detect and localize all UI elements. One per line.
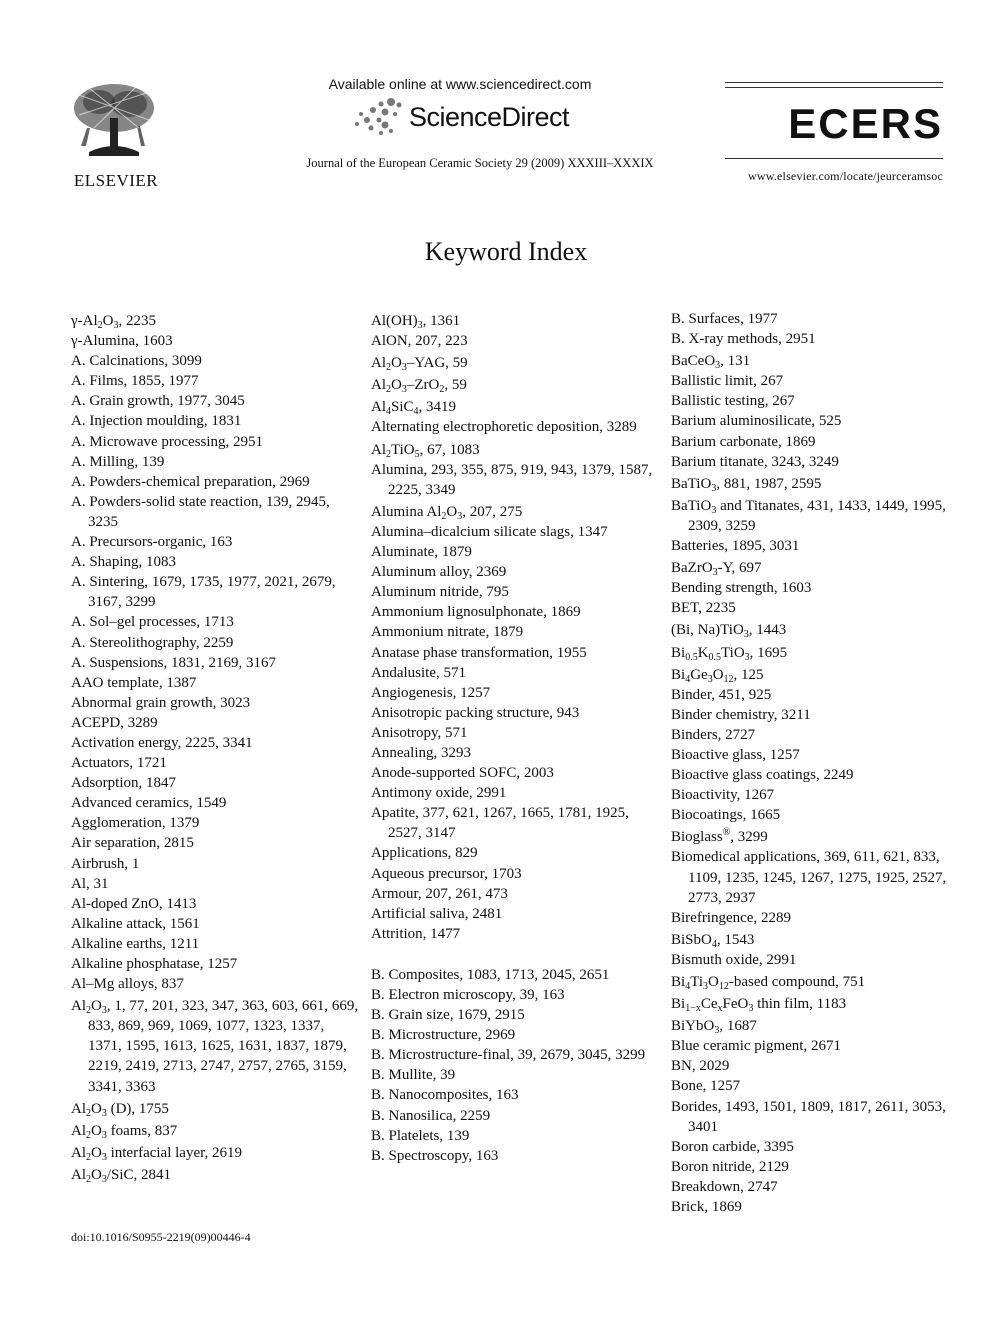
- index-entry: Apatite, 377, 621, 1267, 1665, 1781, 1925, 2527, 3147: [371, 805, 629, 842]
- index-entry: Alumina $Al_2O_3$, 207, 275: [371, 503, 523, 522]
- index-entry: $Al_2O_3$ foams, 837: [71, 1122, 178, 1141]
- index-entry: Al, 31: [71, 875, 109, 892]
- index-entry: A. Milling, 139: [71, 453, 165, 470]
- index-entry: Alternating electrophoretic deposition, 3289: [371, 419, 637, 436]
- index-entry: Advanced ceramics, 1549: [71, 795, 227, 812]
- society-header: [725, 82, 943, 202]
- index-entry: Barium titanate, 3243, 3249: [671, 453, 839, 470]
- index-entry: BaTiO$_3$ and Titanates, 431, 1433, 1449, 1995, 2309, 3259: [671, 497, 946, 534]
- section-gap: [371, 944, 661, 965]
- index-entry: B. Composites, 1083, 1713, 2045, 2651: [371, 966, 610, 983]
- index-entry: Bioactive glass coatings, 2249: [671, 767, 854, 784]
- index-entry: Alkaline earths, 1211: [71, 935, 200, 952]
- index-entry: Angiogenesis, 1257: [371, 684, 491, 701]
- doi-text[interactable]: doi:10.1016/S0955-2219(09)00446-4: [71, 1230, 251, 1244]
- index-entry: BaZrO$_3$-Y, 697: [671, 560, 762, 579]
- index-entry: Bioglass®, 3299: [671, 827, 768, 846]
- index-entry: Aluminum nitride, 795: [371, 584, 509, 601]
- index-entry: Brick, 1869: [671, 1199, 742, 1216]
- journal-citation: Journal of the European Ceramic Society 29 (2009) XXXIII–XXXIX: [306, 156, 654, 170]
- sciencedirect-wordmark: ScienceDirect: [408, 101, 570, 132]
- index-entry: Boron carbide, 3395: [671, 1138, 794, 1155]
- index-entry: Binders, 2727: [671, 726, 756, 743]
- header-rule-top: [725, 82, 943, 83]
- index-column-1: [71, 309, 361, 1185]
- index-entry: A. Injection moulding, 1831: [71, 413, 242, 430]
- index-entry: ACEPD, 3289: [71, 714, 158, 731]
- page-title: Keyword Index: [424, 237, 588, 266]
- index-entry: BiSbO$_4$, 1543: [671, 931, 755, 950]
- index-entry: A. Shaping, 1083: [71, 554, 176, 571]
- index-entry: BaTiO$_3$, 881, 1987, 2595: [671, 475, 822, 494]
- index-entry: A. Films, 1855, 1977: [71, 373, 199, 390]
- index-entry: B. Microstructure, 2969: [371, 1027, 516, 1044]
- index-entry: Anisotropic packing structure, 943: [371, 704, 580, 721]
- index-column-3: [671, 309, 961, 1217]
- index-entry: BN, 2029: [671, 1058, 730, 1075]
- index-entry: Attrition, 1477: [371, 925, 461, 942]
- elsevier-logo: [64, 80, 168, 188]
- publisher-name: ELSEVIER: [73, 171, 159, 190]
- index-entry: Borides, 1493, 1501, 1809, 1817, 2611, 3053, 3401: [671, 1098, 946, 1135]
- index-entry: γ-Alumina, 1603: [71, 333, 173, 350]
- elsevier-tree-icon: [69, 80, 159, 160]
- index-entry: A. Calcinations, 3099: [71, 353, 202, 370]
- index-entry: $Bi_{1-x}Ce_xFeO_3$ thin film, 1183: [671, 996, 847, 1015]
- index-entry: BET, 2235: [671, 600, 736, 617]
- index-entry: A. Powders-solid state reaction, 139, 2945, 3235: [71, 493, 330, 530]
- index-entry: Applications, 829: [371, 845, 478, 862]
- index-entry: $Al_2O_3$ interfacial layer, 2619: [71, 1144, 243, 1163]
- index-entry: $Al_4SiC_4$, 3419: [371, 399, 457, 418]
- index-entry: Bioactivity, 1267: [671, 787, 775, 804]
- index-entry: Batteries, 1895, 3031: [671, 538, 800, 555]
- index-entry: B. Nanocomposites, 163: [371, 1087, 519, 1104]
- index-entry: AAO template, 1387: [71, 674, 197, 691]
- index-entry: $Bi_4Ti_3O_{12}$-based compound, 751: [671, 974, 866, 992]
- header-rule-second: [725, 87, 943, 88]
- index-entry: Blue ceramic pigment, 2671: [671, 1038, 841, 1055]
- index-entry: A. Precursors-organic, 163: [71, 534, 233, 551]
- header-rule-third: [725, 158, 943, 159]
- index-entry: Alumina–dicalcium silicate slags, 1347: [371, 523, 608, 540]
- index-entry: Alumina, 293, 355, 875, 919, 943, 1379, 1587, 2225, 3349: [371, 461, 653, 498]
- index-entry: Adsorption, 1847: [71, 775, 176, 792]
- index-entry: BiYbO$_3$, 1687: [671, 1018, 757, 1037]
- index-entry: BaCeO$_3$, 131: [671, 353, 751, 372]
- index-entry: Barium carbonate, 1869: [671, 433, 816, 450]
- index-entry: Biocoatings, 1665: [671, 807, 781, 824]
- index-entry: (Bi, Na)TiO$_3$, 1443: [671, 622, 787, 641]
- index-entry: Alkaline phosphatase, 1257: [71, 956, 238, 972]
- index-entry: A. Sintering, 1679, 1735, 1977, 2021, 2679, 3167, 3299: [71, 574, 336, 611]
- index-entry: $Al_2O_3$ (D), 1755: [71, 1100, 169, 1119]
- index-entry: Ballistic limit, 267: [671, 373, 784, 390]
- index-entry: $\gamma-Al_2O_3$, 2235: [71, 313, 156, 331]
- index-entry: Anode-supported SOFC, 2003: [371, 765, 554, 782]
- index-entry: B. Spectroscopy, 163: [371, 1147, 499, 1164]
- index-entry: A. Microwave processing, 2951: [71, 433, 264, 450]
- index-entry: B. Nanosilica, 2259: [371, 1107, 491, 1124]
- index-entry: Al-doped ZnO, 1413: [71, 895, 197, 912]
- index-entry: Aluminate, 1879: [371, 544, 472, 561]
- index-entry: $Al_2O_3$/SiC, 2841: [71, 1166, 172, 1185]
- index-entry: Abnormal grain growth, 3023: [71, 694, 251, 711]
- sciencedirect-dots-icon: [351, 98, 403, 136]
- index-entry: B. Microstructure-final, 39, 2679, 3045, 3299: [371, 1047, 646, 1064]
- index-entry: Annealing, 3293: [371, 744, 471, 761]
- index-column-2: [371, 309, 661, 1166]
- index-entry: Ammonium lignosulphonate, 1869: [371, 604, 581, 621]
- index-entry: A. Powders-chemical preparation, 2969: [71, 473, 310, 490]
- index-entry: Al–Mg alloys, 837: [71, 976, 184, 993]
- index-entry: A. Grain growth, 1977, 3045: [71, 393, 245, 410]
- index-entry: Andalusite, 571: [371, 664, 466, 681]
- index-entry: Anisotropy, 571: [371, 724, 468, 741]
- available-online-text[interactable]: Available online at www.sciencedirect.com: [328, 76, 592, 92]
- index-entry: Air separation, 2815: [71, 835, 194, 852]
- index-entry: B. Grain size, 1679, 2915: [371, 1007, 525, 1024]
- index-entry: Aluminum alloy, 2369: [371, 564, 507, 581]
- index-entry: Anatase phase transformation, 1955: [371, 644, 587, 661]
- index-entry: B. Platelets, 139: [371, 1127, 470, 1144]
- index-entry: B. X-ray methods, 2951: [671, 331, 816, 348]
- index-entry: $Bi_{0.5}K_{0.5}TiO_3$, 1695: [671, 644, 788, 663]
- index-entry: B. Surfaces, 1977: [671, 311, 778, 327]
- index-entry: B. Mullite, 39: [371, 1067, 456, 1084]
- journal-url-link[interactable]: www.elsevier.com/locate/jeurceramsoc: [747, 169, 943, 183]
- index-entry: Birefringence, 2289: [671, 909, 791, 926]
- index-entry: Binder chemistry, 3211: [671, 706, 811, 723]
- ecers-logo: ECERS: [788, 100, 943, 147]
- index-entry: $Al_2TiO_5$, 67, 1083: [371, 441, 480, 460]
- index-entry: Antimony oxide, 2991: [371, 785, 507, 802]
- index-entry: A. Suspensions, 1831, 2169, 3167: [71, 654, 277, 671]
- index-entry: Bioactive glass, 1257: [671, 746, 800, 763]
- index-entry: Alkaline attack, 1561: [71, 915, 200, 932]
- index-entry: $Bi_4Ge_3O_{12}$, 125: [671, 666, 764, 685]
- index-entry: Actuators, 1721: [71, 755, 167, 772]
- index-entry: Airbrush, 1: [71, 855, 140, 872]
- index-entry: A. Sol–gel processes, 1713: [71, 614, 234, 631]
- index-entry: Bending strength, 1603: [671, 580, 812, 597]
- index-entry: Activation energy, 2225, 3341: [71, 734, 253, 751]
- index-entry: Boron nitride, 2129: [671, 1158, 789, 1175]
- index-entry: Barium aluminosilicate, 525: [671, 413, 842, 430]
- index-entry: Biomedical applications, 369, 611, 621, 833, 1109, 1235, 1245, 1267, 1275, 1925, 2527, 2773, 2937: [671, 849, 947, 906]
- index-entry: $Al(OH)_3$, 1361: [371, 313, 461, 331]
- index-entry: Bismuth oxide, 2991: [671, 951, 797, 968]
- index-entry: $Al_2O_3$–YAG, 59: [371, 355, 468, 374]
- index-entry: B. Electron microscopy, 39, 163: [371, 987, 565, 1003]
- sciencedirect-header: [290, 76, 670, 171]
- index-entry: Bone, 1257: [671, 1078, 741, 1095]
- index-entry: Armour, 207, 261, 473: [371, 885, 508, 902]
- index-entry: Binder, 451, 925: [671, 686, 772, 703]
- index-entry: AlON, 207, 223: [371, 333, 468, 350]
- index-entry: Ammonium nitrate, 1879: [371, 624, 524, 641]
- index-entry: A. Stereolithography, 2259: [71, 634, 234, 651]
- index-entry: Aqueous precursor, 1703: [371, 865, 522, 882]
- index-entry: Agglomeration, 1379: [71, 815, 200, 832]
- index-entry: Breakdown, 2747: [671, 1178, 778, 1195]
- sciencedirect-logo: [250, 98, 670, 136]
- index-entry: $Al_2O_3-ZrO_2$, 59: [371, 377, 467, 396]
- index-entry: Artificial saliva, 2481: [371, 905, 503, 922]
- index-entry: Ballistic testing, 267: [671, 393, 795, 410]
- index-entry: $Al_2O_3$, 1, 77, 201, 323, 347, 363, 603, 661, 669, 833, 869, 969, 1069, 1077, 1323, 1337, 1371, 1595, 1613, 1625, 1631, 1837, 1879, 2219, 2419, 2713, 2747, 2757, 2765, 3159, 3341, 3363: [71, 998, 359, 1095]
